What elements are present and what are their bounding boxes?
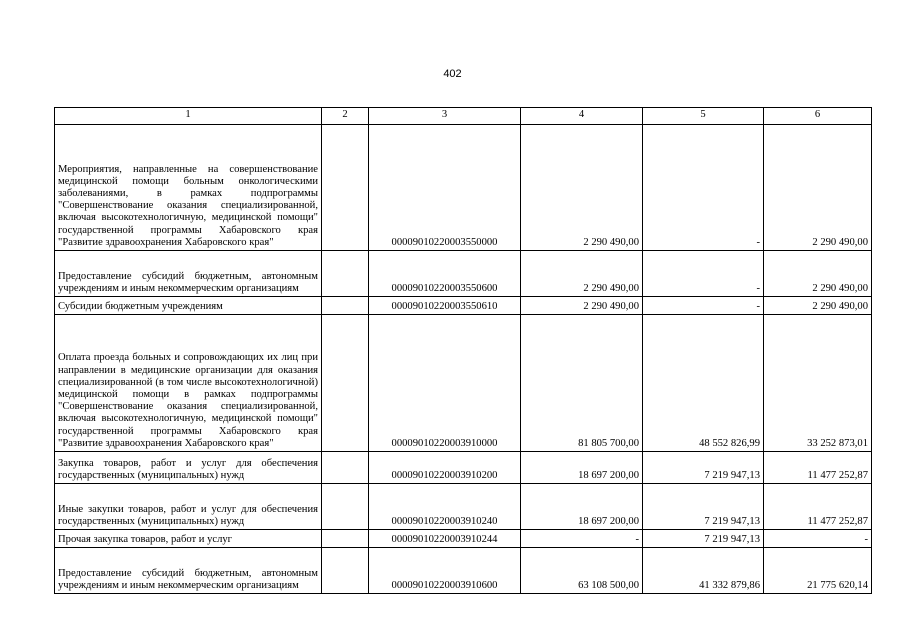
row-name-cell: Предоставление субсидий бюджетным, автономным учреждениям и иным некоммерческим организациям [55,251,322,297]
row-col4-cell: 2 290 490,00 [521,297,643,315]
row-code-cell: 00009010220003910244 [369,530,521,548]
row-col5-cell: 41 332 879,86 [643,548,764,594]
table-row [55,530,872,548]
row-col6-cell: 2 290 490,00 [764,251,872,297]
column-header: 5 [643,108,764,125]
row-col6-cell: 33 252 873,01 [764,315,872,452]
row-col4-cell: 18 697 200,00 [521,452,643,484]
row-code-cell: 00009010220003550000 [369,125,521,251]
row-col6-cell: 11 477 252,87 [764,452,872,484]
column-header: 1 [55,108,322,125]
column-header: 6 [764,108,872,125]
row-col4-cell: 2 290 490,00 [521,251,643,297]
row-col6-cell: 2 290 490,00 [764,297,872,315]
row-name-cell: Предоставление субсидий бюджетным, автономным учреждениям и иным некоммерческим организациям [55,548,322,594]
row-col6-cell: 11 477 252,87 [764,484,872,530]
table-row [55,548,872,594]
column-header: 4 [521,108,643,125]
row-col5-cell: - [643,297,764,315]
row-col2-cell [322,530,369,548]
row-col2-cell [322,452,369,484]
row-col4-cell: 81 805 700,00 [521,315,643,452]
row-code-cell: 00009010220003910200 [369,452,521,484]
table-row [55,315,872,452]
table-row [55,484,872,530]
table-row [55,125,872,251]
row-name-cell: Прочая закупка товаров, работ и услуг [55,530,322,548]
row-col4-cell: - [521,530,643,548]
row-code-cell: 00009010220003550600 [369,251,521,297]
budget-table [54,107,872,594]
page-number: 402 [443,68,462,80]
row-col5-cell: 7 219 947,13 [643,452,764,484]
row-col4-cell: 2 290 490,00 [521,125,643,251]
row-col2-cell [322,251,369,297]
row-code-cell: 00009010220003910600 [369,548,521,594]
column-header: 3 [369,108,521,125]
row-col5-cell: 48 552 826,99 [643,315,764,452]
row-col4-cell: 18 697 200,00 [521,484,643,530]
row-name-cell: Оплата проезда больных и сопровождающих их лиц при направлении в медицинские организации для оказания специализированной (в том числе высокотехнологичной) медицинской помощи в рамках подпрограммы "Совершенствование оказания специализированной, включая высокотехнологичную, медицинской помощи" государственной программы Хабаровского края "Развитие здравоохранения Хабаровского края" [55,315,322,452]
row-col2-cell [322,484,369,530]
row-col5-cell: 7 219 947,13 [643,484,764,530]
row-col2-cell [322,125,369,251]
row-name-cell: Мероприятия, направленные на совершенствование медицинской помощи больным онкологическими заболеваниями, в рамках подпрограммы "Совершенствование оказания специализированной, включая высокотехнологичную, медицинской помощи" государственной программы Хабаровского края "Развитие здравоохранения Хабаровского края" [55,125,322,251]
table-header-row [55,108,872,125]
row-col2-cell [322,297,369,315]
row-name-cell: Закупка товаров, работ и услуг для обеспечения государственных (муниципальных) нужд [55,452,322,484]
row-name-cell: Иные закупки товаров, работ и услуг для обеспечения государственных (муниципальных) нужд [55,484,322,530]
row-col2-cell [322,548,369,594]
table-row [55,452,872,484]
row-code-cell: 00009010220003550610 [369,297,521,315]
table-row [55,251,872,297]
row-col4-cell: 63 108 500,00 [521,548,643,594]
row-col5-cell: - [643,125,764,251]
row-col6-cell: 2 290 490,00 [764,125,872,251]
row-code-cell: 00009010220003910000 [369,315,521,452]
row-col5-cell: 7 219 947,13 [643,530,764,548]
row-col6-cell: - [764,530,872,548]
table-row [55,297,872,315]
column-header: 2 [322,108,369,125]
row-code-cell: 00009010220003910240 [369,484,521,530]
row-col6-cell: 21 775 620,14 [764,548,872,594]
row-name-cell: Субсидии бюджетным учреждениям [55,297,322,315]
row-col5-cell: - [643,251,764,297]
row-col2-cell [322,315,369,452]
